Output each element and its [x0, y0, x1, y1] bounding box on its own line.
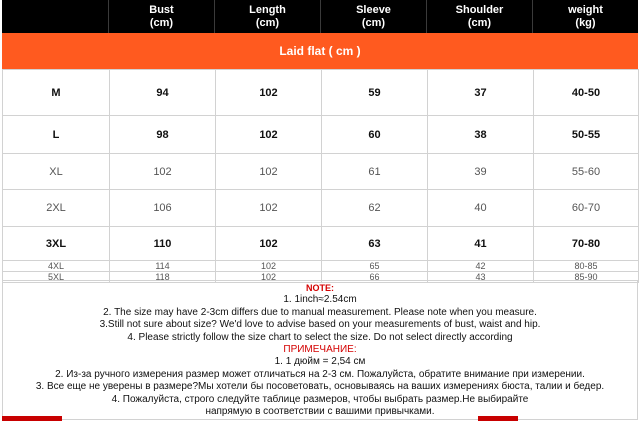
header-shoulder	[427, 0, 533, 33]
header-bust-label: Bust	[149, 3, 174, 16]
banner-label: Laid flat ( cm )	[279, 44, 361, 58]
header-length-unit: (cm)	[255, 16, 280, 29]
header-shoulder-unit: (cm)	[467, 16, 492, 29]
header-sleeve	[321, 0, 427, 33]
header-sleeve-label: Sleeve	[356, 3, 391, 16]
shoulder-cell: 40	[428, 190, 534, 227]
note-line: 2. The size may have 2-3cm differs due to manual measurement. Please note when you measure.	[103, 306, 537, 318]
length-cell: 102	[216, 272, 322, 283]
sleeve-cell: 65	[322, 261, 428, 272]
shoulder-cell: 39	[428, 154, 534, 190]
table-row	[3, 227, 639, 261]
weight-cell: 70-80	[534, 227, 639, 261]
sleeve-cell: 62	[322, 190, 428, 227]
laid-flat-banner	[2, 33, 638, 69]
size-cell: 3XL	[3, 227, 110, 261]
note-line: 4. Please strictly follow the size chart to select the size. Do not select directly according	[127, 331, 513, 343]
bust-cell: 106	[110, 190, 216, 227]
weight-cell: 85-90	[534, 272, 639, 283]
header-bust	[109, 0, 215, 33]
length-cell: 102	[216, 190, 322, 227]
header-weight-unit: (kg)	[575, 16, 596, 29]
weight-cell: 40-50	[534, 70, 639, 116]
size-cell: 5XL	[3, 272, 110, 283]
table-row	[3, 70, 639, 116]
shoulder-cell: 37	[428, 70, 534, 116]
header-bust-unit: (cm)	[149, 16, 174, 29]
sleeve-cell: 61	[322, 154, 428, 190]
sleeve-cell: 60	[322, 116, 428, 154]
size-cell: 4XL	[3, 261, 110, 272]
note-line-ru: 3. Все еще не уверены в размере?Мы хотели бы посоветовать, основываясь на ваших измерениях бюста, талии и бедер.	[35, 381, 605, 393]
weight-cell: 55-60	[534, 154, 639, 190]
size-table	[2, 69, 639, 283]
header-sleeve-unit: (cm)	[361, 16, 386, 29]
edge-bar-left	[2, 416, 62, 421]
length-cell: 102	[216, 70, 322, 116]
weight-cell: 50-55	[534, 116, 639, 154]
table-header	[2, 0, 638, 33]
size-cell: M	[3, 70, 110, 116]
header-length-label: Length	[249, 3, 286, 16]
length-cell: 102	[216, 154, 322, 190]
bust-cell: 98	[110, 116, 216, 154]
shoulder-cell: 43	[428, 272, 534, 283]
table-row	[3, 190, 639, 227]
note-line: 1. 1inch≈2.54cm	[283, 294, 357, 306]
header-size	[2, 0, 109, 33]
sleeve-cell: 59	[322, 70, 428, 116]
shoulder-cell: 38	[428, 116, 534, 154]
weight-cell: 80-85	[534, 261, 639, 272]
table-row	[3, 261, 639, 272]
size-cell: 2XL	[3, 190, 110, 227]
bust-cell: 102	[110, 154, 216, 190]
bust-cell: 110	[110, 227, 216, 261]
note-line-ru: 1. 1 дюйм = 2,54 см	[274, 356, 366, 368]
note-title: NOTE:	[306, 283, 334, 293]
weight-cell: 60-70	[534, 190, 639, 227]
header-shoulder-label: Shoulder	[455, 3, 504, 16]
size-cell: L	[3, 116, 110, 154]
note-line-ru: 2. Из-за ручного измерения размер может отличаться на 2-3 см. Пожалуйста, обратите внимание при измерении.	[55, 368, 585, 380]
table-row	[3, 116, 639, 154]
bust-cell: 118	[110, 272, 216, 283]
bust-cell: 94	[110, 70, 216, 116]
header-weight-label: weight	[568, 3, 603, 16]
table-row	[3, 154, 639, 190]
bust-cell: 114	[110, 261, 216, 272]
header-length	[215, 0, 321, 33]
note-line-ru: 4. Пожалуйста, строго следуйте таблице размеров, чтобы выбрать размер.Не выбирайте напрямую в соответствии с вашими привычками.	[111, 393, 529, 418]
length-cell: 102	[216, 227, 322, 261]
sleeve-cell: 63	[322, 227, 428, 261]
note-title-ru: ПРИМЕЧАНИЕ:	[283, 344, 357, 356]
shoulder-cell: 41	[428, 227, 534, 261]
sleeve-cell: 66	[322, 272, 428, 283]
size-cell: XL	[3, 154, 110, 190]
shoulder-cell: 42	[428, 261, 534, 272]
notes-box	[2, 280, 638, 420]
length-cell: 102	[216, 116, 322, 154]
length-cell: 102	[216, 261, 322, 272]
note-line: 3.Still not sure about size? We'd love to advise based on your measurements of bust, waist and hip.	[99, 319, 541, 331]
edge-bar-right	[478, 416, 518, 421]
header-weight	[533, 0, 638, 33]
